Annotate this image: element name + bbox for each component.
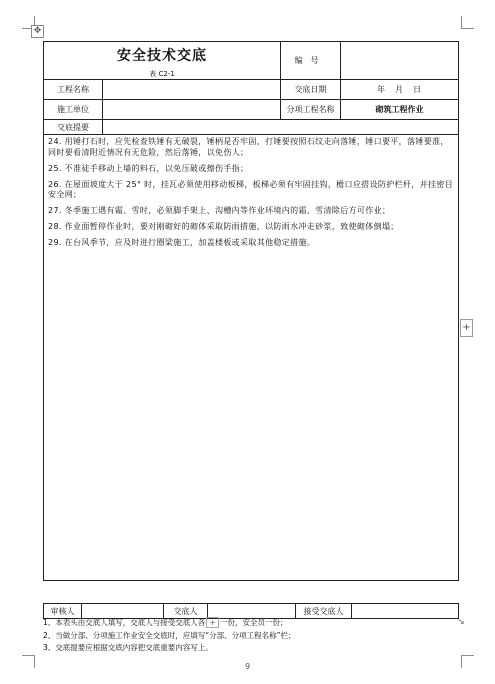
table-move-handle-icon[interactable]: ✥ [31, 25, 44, 38]
serial-number-field[interactable] [341, 42, 459, 80]
note-line-1-end: 一份，安全员一份； [219, 618, 288, 627]
table-resize-handle-icon[interactable]: ↘ [457, 617, 465, 627]
note-line-1-start: 1、本表头由交底人填写，交底人与接受交底人各 [43, 618, 206, 627]
disclosure-date-label: 交底日期 [281, 80, 341, 100]
content-item: 29. 在台风季节，应及时进行圈梁施工，加盖楼板或采取其他稳定措施。 [48, 238, 316, 247]
construction-unit-label: 施工单位 [44, 100, 103, 120]
form-notes [43, 617, 458, 655]
form-number: 表 C2-1 [44, 68, 281, 80]
disclosure-content-area[interactable] [44, 135, 459, 581]
presenter-label: 交底人 [164, 604, 208, 619]
form-title: 安全技术交底 [117, 48, 207, 64]
form-title-cell [44, 42, 281, 69]
add-row-handle-icon[interactable]: + [206, 617, 219, 628]
note-line-2: 2、当做分部、分项施工作业安全交底时，应填写“分部、分项工程名称”栏； [43, 630, 296, 640]
sub-project-name-label: 分项工程名称 [281, 100, 341, 120]
content-item: 28. 作业面暂停作业时，要对刚砌好的砌体采取防雨措施，以防雨水冲走砂浆，致使砌体倒塌； [48, 222, 399, 231]
note-line-1 [43, 617, 458, 630]
reviewer-label: 审核人 [44, 604, 82, 619]
safety-disclosure-form [43, 41, 459, 581]
page-number: 9 [244, 662, 251, 671]
construction-unit-field[interactable] [103, 100, 281, 120]
project-name-field[interactable] [103, 80, 281, 100]
disclosure-date-field[interactable]: 年 月 日 [341, 80, 459, 100]
note-line-3: 3、交底提要应根据交底内容把交底重要内容写上。 [43, 643, 213, 652]
content-item: 26. 在屋面坡度大于 25° 时，挂瓦必须使用移动板梯，板梯必须有牢固挂钩，檐口应搭设防护栏杆，并挂密目安全网； [48, 179, 454, 199]
receiver-label: 接受交底人 [296, 604, 352, 619]
content-item: 25. 不准徒手移动上墙的料石，以免压破或擦伤手指； [48, 163, 249, 173]
content-item: 24. 用锤打石时，应先检查铁锤有无破裂，锤柄是否牢固，打锤要按照石纹走向落锤，锤口要平，落锤要准，同时要看清附近情况有无危险，然后落锤，以免伤人； [48, 137, 449, 157]
disclosure-summary-field[interactable] [103, 120, 459, 135]
serial-number-label: 编号 [281, 42, 341, 80]
sub-project-name-field[interactable]: 砌筑工程作业 [341, 100, 459, 120]
project-name-label: 工程名称 [44, 80, 103, 100]
add-column-handle-icon[interactable]: + [460, 319, 473, 337]
disclosure-summary-label: 交底提要 [44, 120, 103, 135]
content-item: 27. 冬季施工遇有霜、雪时，必须脚手架上、沟槽内等作业环境内的霜、雪清除后方可作业； [48, 206, 391, 215]
crop-mark-top-right [461, 16, 474, 29]
